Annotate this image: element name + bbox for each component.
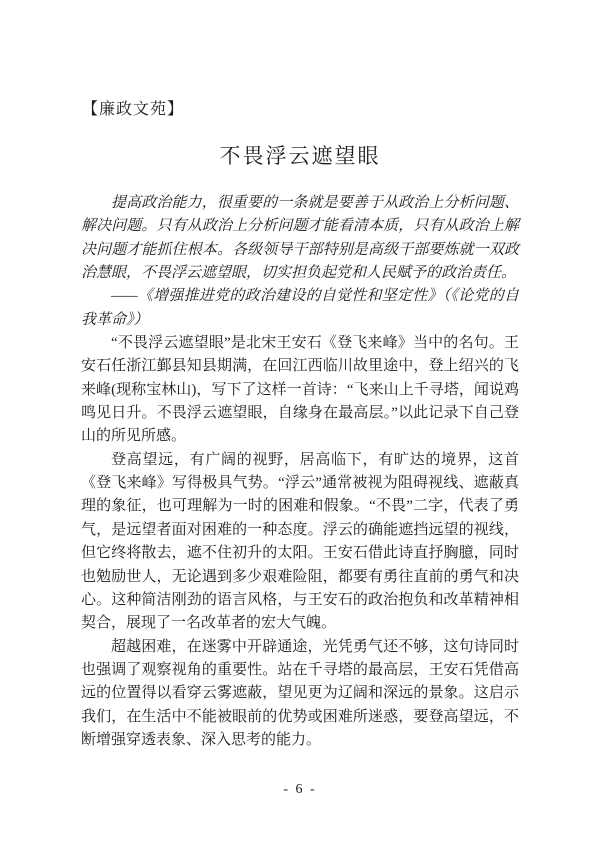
paragraph-attribution: ——《增强推进党的政治建设的自觉性和坚定性》（《论党的自我革命》） [81,288,519,328]
paragraph-quote: 提高政治能力，很重要的一条就是要善于从政治上分析问题、解决问题。只有从政治上分析问题才能看清本质，只有从政治上解决问题才能抓住根本。各级领导干部特别是高级干部要炼就一双政治慧眼，不畏浮云遮望眼，切实担负起党和人民赋予的政治责任。 [81,195,519,282]
paragraph: 登高望远，有广阔的视野，居高临下，有旷达的境界，这首《登飞来峰》写得极具气势。“浮云”通常被视为阻碍视线、遮蔽真理的象征，也可理解为一时的困难和假象。“不畏”二字，代表了勇气，是远望者面对困难的一种态度。浮云的确能遮挡远望的视线，但它终将散去，遮不住初升的太阳。王安石借此诗直抒胸臆，同时也勉励世人，无论遇到多少艰难险阻，都要有勇往直前的勇气和决心。这种简洁刚劲的语言风格，与王安石的政治抱负和改革精神相契合，展现了一名改革者的宏大气魄。 [81,451,519,632]
page-number: - 6 - [283,782,317,797]
document-body [81,192,519,752]
page-title: 不畏浮云遮望眼 [219,144,381,168]
paragraph: “不畏浮云遮望眼”是北宋王安石《登飞来峰》当中的名句。王安石任浙江鄞县知县期满，在回江西临川故里途中，登上绍兴的飞来峰(现称宝林山)，写下了这样一首诗：“飞来山上千寻塔，闻说鸡鸣见日升。不畏浮云遮望眼，自缘身在最高层。”以此记录下自己登山的所见所感。 [81,335,519,445]
paragraph: 超越困难，在迷雾中开辟通途，光凭勇气还不够，这句诗同时也强调了观察视角的重要性。站在千寻塔的最高层，王安石凭借高远的位置得以看穿云雾遮蔽，望见更为辽阔和深远的景象。这启示我们，在生活中不能被眼前的优势或困难所迷惑，要登高望远，不断增强穿透表象、深入思考的能力。 [81,638,519,748]
section-label: 【廉政文苑】 [82,101,185,118]
